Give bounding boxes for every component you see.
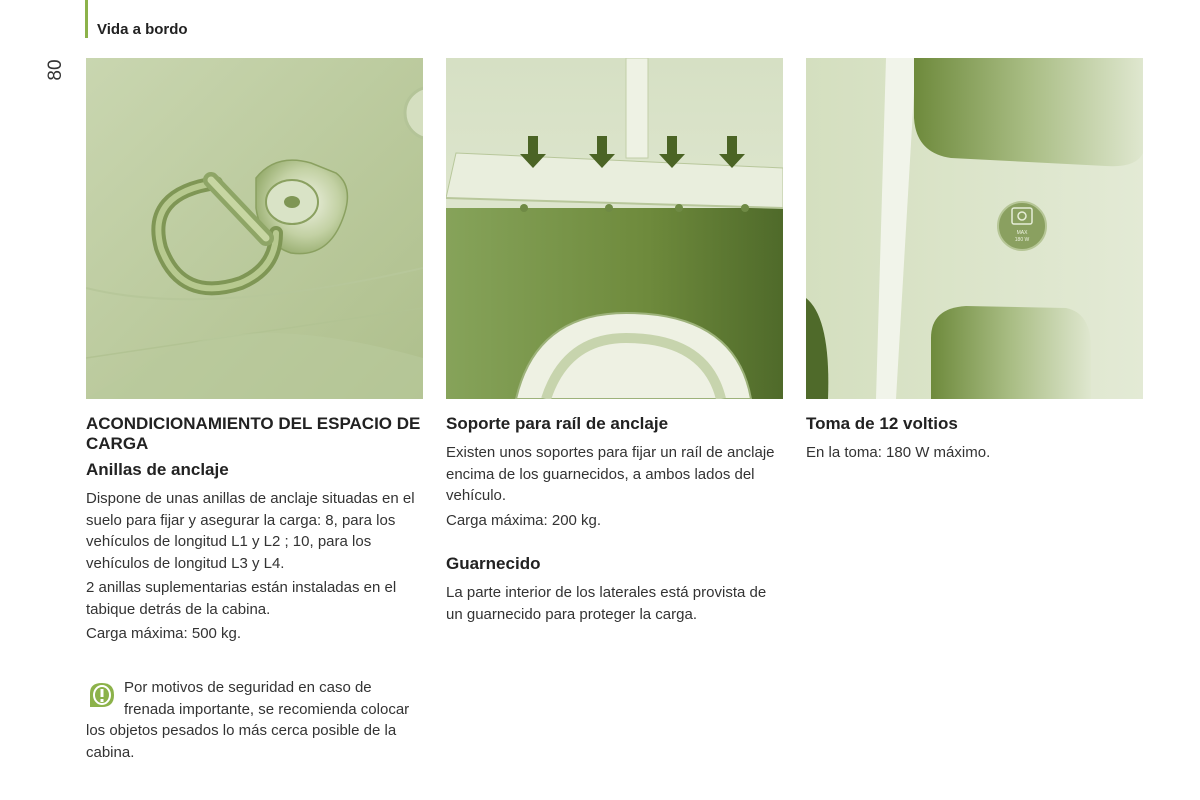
paragraph-anchor-rings: Dispone de unas anillas de anclaje situadas en el suelo para fijar y asegurar la carga: 8, para los vehículos de longitud L1 y L2 ; 10, para los vehículos de longitud L3 y L4. [86,490,415,572]
column-cargo-space [86,414,426,645]
paragraph-extra-rings: 2 anillas suplementarias están instaladas en el tabique detrás de la cabina. [86,579,397,618]
socket-label-power: 180 W [1014,237,1030,243]
heading-rail-support: Soporte para raíl de anclaje [446,414,669,433]
section-title: Vida a bordo [97,21,188,38]
page-number: 80 [45,59,66,81]
warning-text: Por motivos de seguridad en caso de frenada importante, se recomienda colocar los objetos pesados lo más cerca posible de la cabina. [86,679,410,761]
subheading-anchor-rings: Anillas de anclaje [86,460,229,479]
socket-label-max: MAX [1016,230,1028,236]
paragraph-rail-support: Existen unos soportes para fijar un raíl de anclaje encima de los guarnecidos, a ambos lados del vehículo. [446,444,775,504]
anchor-ring-illustration [86,58,423,399]
header-accent-bar [85,0,88,38]
paragraph-max-load-rings: Carga máxima: 500 kg. [86,625,242,642]
heading-cargo-space: ACONDICIONAMIENTO DEL ESPACIO DE CARGA [86,414,421,453]
exclamation-icon [86,679,118,711]
12v-socket-illustration [806,58,1143,399]
paragraph-trim: La parte interior de los laterales está provista de un guarnecido para proteger la carga. [446,584,767,623]
column-rail-support [446,414,786,625]
paragraph-max-load-rail: Carga máxima: 200 kg. [446,511,602,529]
heading-trim: Guarnecido [446,554,541,573]
column-12v-socket [806,414,1146,464]
paragraph-12v-socket: En la toma: 180 W máximo. [806,444,991,461]
anchor-rail-support-illustration [446,58,783,399]
heading-12v-socket: Toma de 12 voltios [806,414,958,433]
safety-warning [86,677,426,763]
